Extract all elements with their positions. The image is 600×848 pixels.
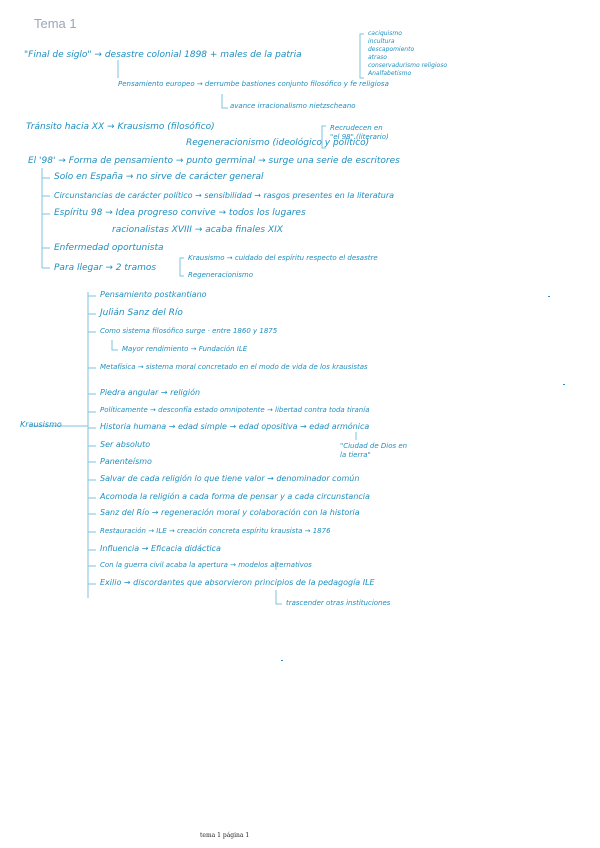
- krausismo-item: Salvar de cada religión lo que tiene valor → denominador común: [100, 474, 360, 483]
- krausismo-subitem: Mayor rendimiento → Fundación ILE: [122, 345, 248, 353]
- side-item: "el 98" (literario): [330, 133, 389, 141]
- side-list-98: [330, 124, 389, 142]
- note-transito: Tránsito hacia XX → Krausismo (filosófico): [26, 122, 215, 132]
- krausismo-item: Políticamente → desconfía estado omnipotente → libertad contra toda tiranía: [100, 406, 370, 414]
- krausismo-item: Con la guerra civil acaba la apertura → modelos alternativos: [100, 561, 312, 569]
- side-item: incultura: [368, 38, 395, 45]
- side-item: caciquismo: [368, 30, 402, 37]
- note-avance: avance irracionalismo nietzscheano: [230, 102, 356, 110]
- note-regeneracionismo: Regeneracionismo (ideológico y político): [186, 138, 370, 148]
- side-item: atraso: [368, 54, 387, 61]
- krausismo-item: Julián Sanz del Río: [100, 308, 183, 318]
- note-el-98: El '98' → Forma de pensamiento → punto germinal → surge una serie de escritores: [28, 156, 400, 166]
- krausismo-item: Panenteísmo: [100, 457, 152, 466]
- side-item: Analfabetismo: [368, 70, 412, 77]
- note-tramo-regeneracionismo: Regeneracionismo: [188, 271, 254, 279]
- page-footer: tema 1 página 1: [200, 832, 250, 839]
- krausismo-item: Sanz del Río → regeneración moral y colaboración con la historia: [100, 508, 360, 517]
- ink-mark: [281, 660, 283, 661]
- krausismo-item: Restauración → ILE → creación concreta espíritu krausista → 1876: [100, 527, 331, 535]
- side-item: descapomiento: [368, 46, 415, 53]
- krausismo-item: Pensamiento postkantiano: [100, 290, 207, 299]
- note-enfermedad: Enfermedad oportunista: [54, 243, 164, 253]
- note-para-llegar: Para llegar → 2 tramos: [54, 263, 157, 273]
- krausismo-item: Historia humana → edad simple → edad opositiva → edad armónica: [100, 422, 370, 431]
- krausismo-item: Piedra angular → religión: [100, 388, 201, 397]
- side-item: conservadurismo religioso: [368, 62, 448, 69]
- krausismo-subitem: trascender otras instituciones: [286, 599, 391, 607]
- krausismo-item: Exilio → discordantes que absorvieron principios de la pedagogía ILE: [100, 578, 375, 587]
- ink-mark: [563, 384, 565, 385]
- side-list-males: [368, 30, 447, 78]
- krausismo-item: Acomoda la religión a cada forma de pensar y a cada circunstancia: [100, 492, 370, 501]
- page-title: Tema 1: [34, 16, 77, 31]
- note-racionalistas: racionalistas XVIII → acaba finales XIX: [112, 225, 283, 235]
- note-solo-espana: Solo en España → no sirve de carácter general: [54, 172, 264, 182]
- krausismo-item: Influencia → Eficacia didáctica: [100, 544, 221, 553]
- ciudad-de-dios-note: "Ciudad de Dios en la tierra": [340, 442, 408, 459]
- ink-mark: [548, 296, 550, 297]
- note-pensamiento-europeo: Pensamiento europeo → derrumbe bastiones conjunto filosófico y fe religiosa: [118, 80, 389, 88]
- krausismo-label: Krausismo: [20, 420, 62, 429]
- krausismo-item: Metafísica → sistema moral concretado en el modo de vida de los krausistas: [100, 363, 368, 371]
- note-final-de-siglo: "Final de siglo" → desastre colonial 1898 + males de la patria: [24, 50, 302, 60]
- note-espiritu-98: Espíritu 98 → Idea progreso convive → todos los lugares: [54, 208, 306, 218]
- side-item: Recrudecen en: [330, 124, 383, 132]
- krausismo-item: Ser absoluto: [100, 440, 151, 449]
- note-tramo-krausismo: Krausismo → cuidado del espíritu respecto el desastre: [188, 254, 378, 262]
- note-circunstancias: Circunstancias de carácter político → sensibilidad → rasgos presentes en la literatura: [54, 191, 395, 200]
- krausismo-item: Como sistema filosófico surge · entre 1860 y 1875: [100, 327, 278, 335]
